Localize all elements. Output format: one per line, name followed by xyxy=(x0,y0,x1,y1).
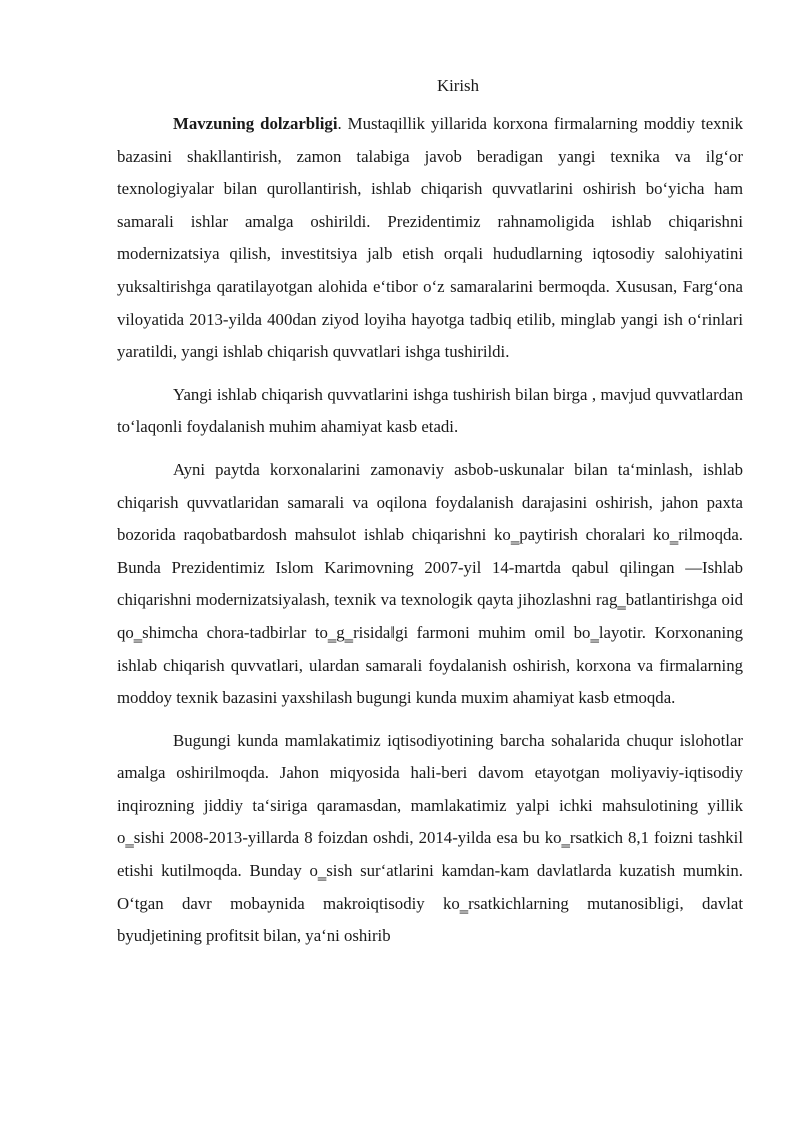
paragraph-4: Bugungi kunda mamlakatimiz iqtisodiyotining barcha sohalarida chuqur islohotlar amalga oshirilmoqda. Jahon miqyosida hali-beri davom etayotgan moliyaviy-iqtisodiy inqirozning jiddiy ta‘siriga qaramasdan, mamlakatimiz yalpi ichki mahsulotining yillik o‗sishi 2008-2013-yillarda 8 foizdan oshdi, 2014-yilda esa bu ko‗rsatkich 8,1 foizni tashkil etishi kutilmoqda. Bunday o‗sish sur‘atlarini kamdan-kam davlatlarda kuzatish mumkin. O‘tgan davr mobaynida makroiqtisodiy ko‗rsatkichlarning mutanosibligi, davlat byudjetining profitsit bilan, ya‘ni oshirib xyxy=(117,730,743,946)
section-title: Kirish xyxy=(437,76,479,95)
paragraph-intro xyxy=(117,108,743,369)
intro-text: . Mustaqillik yillarida korxona firmalarning moddiy texnik bazasini shakllantirish, zamon talabiga javob beradigan yangi texnika va ilg‘or texnologiyalar bilan qurollantirish, ishlab chiqarish quvvatlarini oshirish bo‘yicha ham samarali ishlar amalga oshirildi. Prezidentimiz rahnamoligida ishlab chiqarishni modernizatsiya qilish, investitsiya jalb etish orqali hududlarning iqtosodiy salohiyatini yuksaltirishga qaratilayotgan alohida e‘tibor o‘z samaralarini bermoqda. Xususan, Farg‘ona viloyatida 2013-yilda 400dan ziyod loyiha hayotga tadbiq etilib, minglab yangi ish o‘rinlari yaratildi, yangi ishlab chiqarish quvvatlari ishga tushirildi. xyxy=(117,114,743,362)
intro-lead: Mavzuning dolzarbligi xyxy=(173,114,338,133)
document-page xyxy=(117,74,743,963)
paragraph-3: Ayni paytda korxonalarini zamonaviy asbob-uskunalar bilan ta‘minlash, ishlab chiqarish quvvatlaridan samarali va oqilona foydalanish darajasini oshirish, jahon paxta bozorida raqobatbardosh mahsulot ishlab chiqarishni ko‗paytirish choralari ko‗rilmoqda. Bunda Prezidentimiz Islom Karimovning 2007-yil 14-martda qabul qilingan ―Ishlab chiqarishni modernizatsiyalash, texnik va texnologik qayta jihozlashni rag‗batlantirishga oid qo‗shimcha chora-tadbirlar to‗g‗risida‖gi farmoni muhim omil bo‗layotir. Korxonaning ishlab chiqarish quvvatlari, ulardan samarali foydalanish oshirish, korxona va firmalarning moddoy texnik bazasini yaxshilash bugungi kunda muxim ahamiyat kasb etmoqda. xyxy=(117,459,743,708)
paragraph-2: Yangi ishlab chiqarish quvvatlarini ishga tushirish bilan birga , mavjud quvvatlardan to‘laqonli foydalanish muhim ahamiyat kasb etadi. xyxy=(117,384,743,437)
